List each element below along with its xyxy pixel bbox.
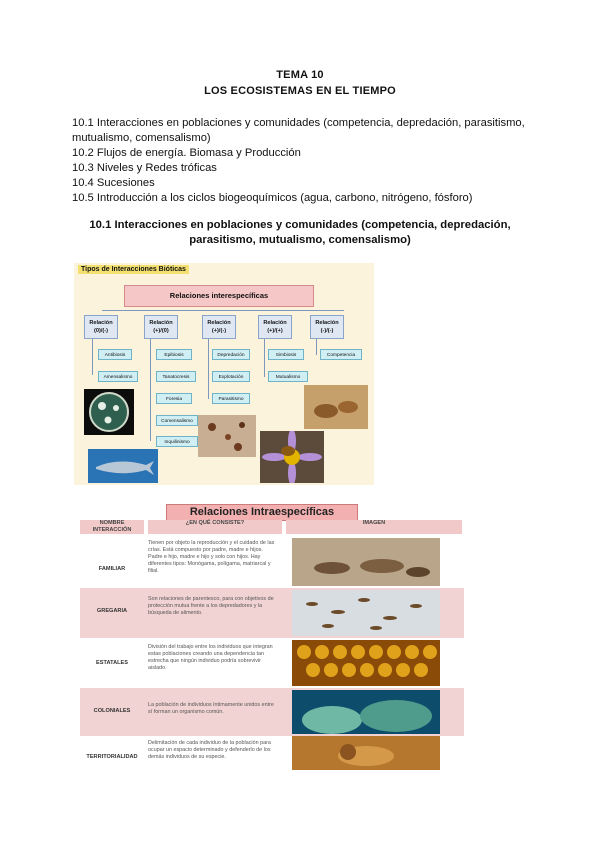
family-animals-photo (292, 538, 440, 586)
relation-type: Comensalismo (156, 415, 198, 426)
parasites-photo (198, 415, 256, 457)
section-heading-line: parasitismo, mutualismo, comensalismo) (189, 234, 411, 246)
relation-node: Relación (+)/(-) (202, 315, 236, 339)
table-row (80, 638, 464, 688)
interaction-name: COLONIALES (93, 708, 131, 714)
relation-node: Relación (+)/(+) (258, 315, 292, 339)
document-title: TEMA 10 (276, 69, 324, 81)
interaction-description: Tienen por objeto la reproducción y el cuidado de las crías. Está compuesto por padre, madre e hijos. Padre e hijo, madre e hijo y solo con hijos. Hay diferentes tipos: Monógama, polígama, matriarcal y filial. (148, 540, 275, 574)
table-row (80, 688, 464, 736)
connector (264, 339, 265, 377)
bee-flower-photo (260, 431, 324, 483)
column-header: ¿EN QUÉ CONSISTE? (148, 520, 282, 534)
toc-item: 10.3 Niveles y Redes tróficas (72, 162, 217, 174)
connector (316, 339, 317, 355)
table-row (80, 736, 464, 770)
root-node: Relaciones interespecíficas (124, 285, 314, 307)
interaction-description: División del trabajo entre los individuos que integran estas poblaciones creando una dependencia tan estrecha que ningún individuo podría sobrevivir aislado. (148, 644, 273, 671)
interspecific-relations-diagram (74, 263, 374, 485)
relation-type: Mutualismo (268, 371, 308, 382)
lion-territory-photo (292, 736, 440, 770)
interaction-name: ESTATALES (95, 660, 128, 666)
intraspecific-relations-table (74, 500, 466, 770)
interaction-description: Son relaciones de parentesco, para con objetivos de protección mutua frente a los depredadores y la búsqueda de alimento. (148, 596, 274, 616)
relation-type: Competencia (320, 349, 362, 360)
relation-type: Tanatocresis (156, 371, 196, 382)
toc-item: 10.4 Sucesiones (72, 177, 155, 189)
toc-item: 10.5 Introducción a los ciclos biogeoquímicos (agua, carbono, nitrógeno, fósforo) (72, 192, 473, 204)
table-row (80, 588, 464, 638)
interaction-name: FAMILIAR (98, 566, 126, 572)
relation-type: Explotación (212, 371, 250, 382)
relation-node: Relación (0)/(-) (84, 315, 118, 339)
table-row (80, 536, 464, 588)
interaction-description: Delimitación de cada individuo de la población para ocupar un espacio determinado y defenderlo de los demás individuos de su especie. (148, 740, 271, 760)
interaction-description: La población de individuos íntimamente unidos entre sí forman un organismo común. (148, 702, 274, 715)
shark-photo (88, 449, 158, 483)
relation-type: Parasitismo (212, 393, 250, 404)
relation-type: Depredación (212, 349, 250, 360)
relation-type: Foresia (156, 393, 192, 404)
relation-node: Relación (-)/(-) (310, 315, 344, 339)
column-header: IMAGEN (286, 520, 462, 534)
relation-type: Inquilinismo (156, 436, 198, 447)
relation-type: Amensalismo (98, 371, 138, 382)
connector (150, 339, 151, 441)
bird-flock-photo (292, 590, 440, 636)
petri-dish-photo (84, 389, 134, 435)
column-header: NOMBRE INTERACCIÓN (80, 520, 144, 534)
relation-type: Antibiosis (98, 349, 132, 360)
relation-type: Epibiosis (156, 349, 192, 360)
table-of-contents (72, 116, 542, 206)
lions-photo (304, 385, 368, 429)
toc-item: mutualismo, comensalismo) (72, 132, 211, 144)
connector (92, 339, 93, 375)
interaction-name: TERRITORIALIDAD (86, 754, 138, 760)
honeycomb-bees-photo (292, 640, 440, 686)
toc-item: 10.2 Flujos de energía. Biomasa y Producción (72, 147, 301, 159)
toc-item: 10.1 Interacciones en poblaciones y comunidades (competencia, depredación, parasitismo, (72, 117, 525, 129)
interaction-name: GREGARIA (96, 608, 128, 614)
relation-type: Simbiosis (268, 349, 304, 360)
document-subtitle: LOS ECOSISTEMAS EN EL TIEMPO (204, 85, 396, 97)
diagram-label: Tipos de Interacciones Bióticas (78, 265, 189, 274)
connector (102, 310, 344, 311)
relation-node: Relación (+)/(0) (144, 315, 178, 339)
coral-colony-photo (292, 690, 440, 734)
connector (208, 339, 209, 399)
table-title: Relaciones Intraespecíficas (166, 504, 358, 521)
section-heading-line: 10.1 Interacciones en poblaciones y comunidades (competencia, depredación, (89, 219, 511, 231)
section-heading (70, 218, 530, 248)
